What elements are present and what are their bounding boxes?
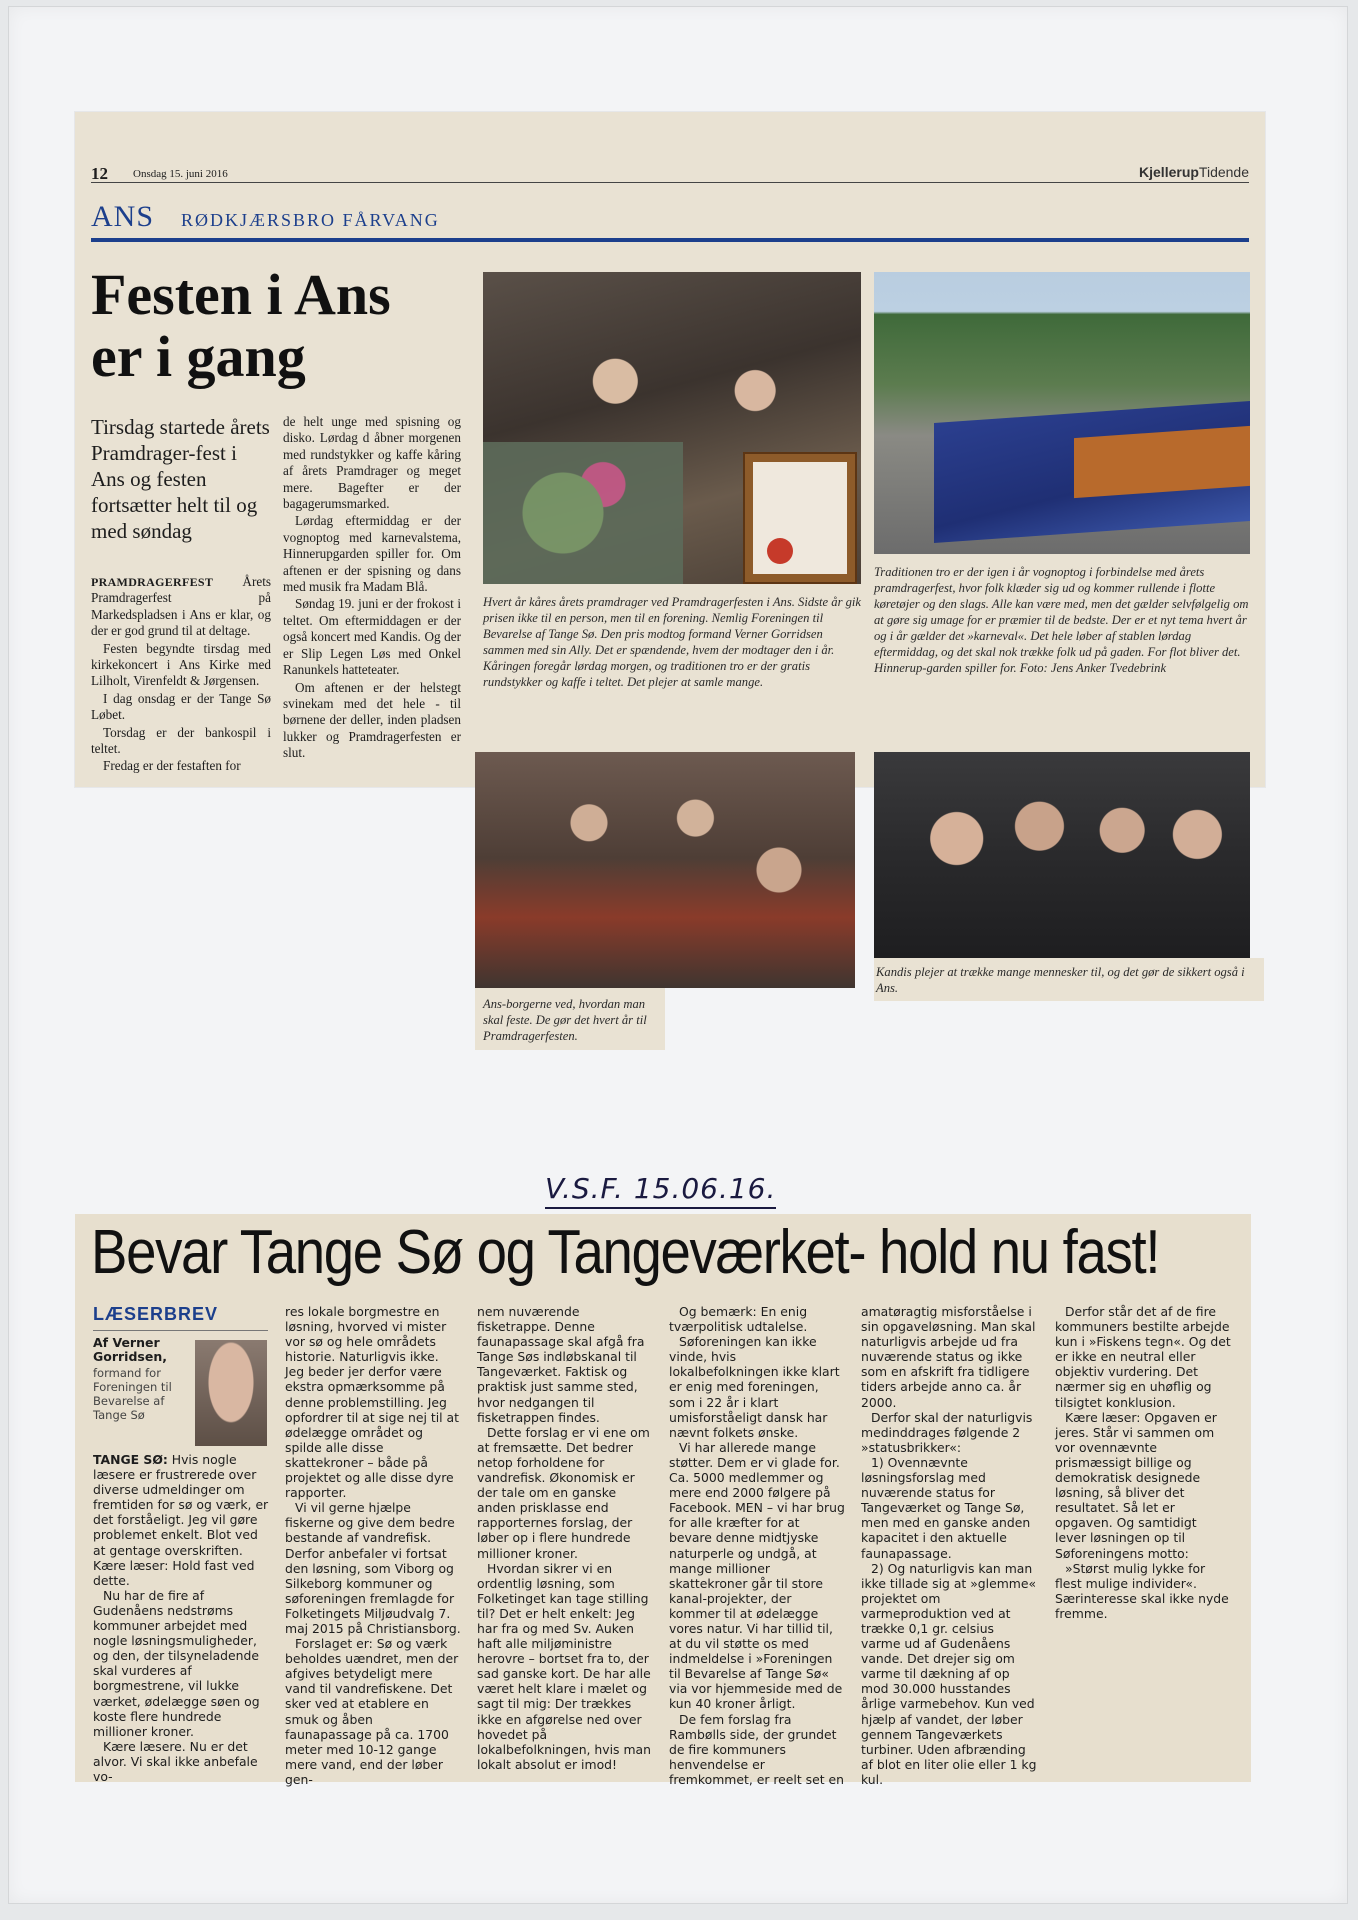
- paragraph: Derfor står det af de fire kommuners bestilte arbejde kun i »Fiskens tegn«. Og det er ikke en neutral eller objektiv vurdering. Det nærmer sig en uhøflig og tilsigtet konklusion.: [1055, 1304, 1231, 1410]
- page-number: 12: [91, 164, 108, 183]
- paragraph: Vi vil gerne hjælpe fiskerne og give dem bedre bestande af vandrefisk. Derfor anbefaler vi fortsat den løsning, som Viborg og Silkeborg kommuner og søforeningen fremlagde for Folketingets Miljøudvalg 7. maj 2015 på Christiansborg.: [285, 1500, 461, 1636]
- paragraph: »Størst mulig lykke for flest mulige individer«. Særinteresse skal ikke nyde fremme.: [1055, 1560, 1229, 1621]
- paragraph: Vi har allerede mange støtter. Dem er vi glade for. Ca. 5000 medlemmer og mere end 2000 følgere på Facebook. MEN – vi har brug for alle kræfter for at bevare denne midtjyske naturperle og undgå, at mange millioner skattekroner går til store kanal-projekter, der kommer til at ødelægge vores natur. Vi har tillid til, at du vil støtte os med indmeldelse i »Foreningen til Bevarelse af Tange Sø« via vor hjemmeside med de kun 40 kroner årligt.: [669, 1439, 845, 1712]
- article-column-2: [283, 414, 461, 763]
- award-plaque: [743, 452, 857, 584]
- paragraph: Hvordan sikrer vi en ordentlig løsning, som Folketinget kan tage stilling til? Det er helt enkelt: Jeg har fra og med Sv. Auken haft alle miljøministre herovre – bortset fra to, der sad ganske kort. De har alle været helt klare i mælet og sagt til mig: Der trækkes ikke en afgørelse ned over hovedet på lokalbefolkningen, hvis man lokalt absolut er imod!: [477, 1560, 651, 1772]
- photo-pramdrager-award: [483, 272, 861, 584]
- letter-column-2: [285, 1304, 461, 1787]
- headline-line-2: er i gang: [91, 324, 306, 389]
- paragraph: Søforeningen kan ikke vinde, hvis lokalbefolkningen ikke klart er enig med foreningen, som i 22 år i klart umisforståeligt dansk har nævnt folkets ønske.: [669, 1334, 840, 1440]
- newspaper-clipping-laeserbrev: [75, 1214, 1251, 1787]
- paragraph: Årets Pramdragerfest på Markedspladsen i Ans er klar, og der er god grund til at deltage.: [91, 574, 271, 639]
- paragraph: Torsdag er der bankospil i teltet.: [91, 724, 271, 757]
- paragraph: Derfor skal der naturligvis medinddrages følgende 2 »statusbrikker«:: [861, 1409, 1033, 1455]
- letter-kicker: TANGE SØ:: [93, 1452, 168, 1467]
- issue-date: Onsdag 15. juni 2016: [133, 168, 228, 180]
- author-name: Af Verner Gorridsen,: [93, 1335, 167, 1364]
- paragraph: Om aftenen er der helstegt svinekam med det hele - til børnene der deller, inden pladsen lukker og Pramdragerfesten er slut.: [283, 679, 461, 761]
- article-column-1: [91, 574, 271, 776]
- section-subtitle: RØDKJÆRSBRO FÅRVANG: [181, 210, 440, 230]
- photo-caption-3: Ans-borgerne ved, hvordan man skal feste. De gør det hvert år til Pramdragerfesten.: [483, 997, 647, 1043]
- paragraph: Festen begyndte tirsdag med kirkekoncert i Ans Kirke med Lilholt, Virenfeldt & Jørgensen.: [91, 640, 271, 689]
- article-deck: Tirsdag startede årets Pramdrager-fest i Ans og festen fortsætter helt til og med søndag: [91, 415, 270, 543]
- paragraph: Kære læser: Opgaven er jeres. Står vi sammen om vor ovennævnte prismæssigt billige og demokratisk designede løsning, så bliver det resultatet. Så let er opgaven. Og samtidigt lever løsningen op til Søforeningens motto:: [1055, 1409, 1217, 1561]
- paragraph: Dette forslag er vi ene om at fremsætte. Det bedrer netop forholdene for vandrefisk. Økonomisk er der tale om en ganske anden prisklasse end rapporternes forslag, der løber op i flere hundrede millioner kroner.: [477, 1424, 650, 1561]
- paragraph: Søndag 19. juni er der frokost i teltet. Om eftermiddagen er der også koncert med Kandis. Og der er Slip Legen Løs med Onkel Ranunkels hatteteater.: [283, 596, 461, 678]
- letter-column-4: [669, 1304, 845, 1787]
- newspaper-brand: [1139, 164, 1249, 180]
- brand-bold: Kjellerup: [1139, 164, 1199, 180]
- photo-caption-4: Kandis plejer at trække mange mennesker til, og det gør de sikkert også i Ans.: [876, 965, 1245, 995]
- paragraph: de helt unge med spisning og disko. Lørdag d åbner morgenen med rundstykker og kaffe kåring af årets Pramdrager og meget mere. Bagefter er der bagagerumsmarked.: [283, 414, 461, 512]
- photo-caption-1: Hvert år kåres årets pramdrager ved Pramdragerfesten i Ans. Sidste år gik prisen ikke til en person, men til en forening. Nemlig Foreningen til Bevarelse af Tange Sø. Den pris modtog formand Verner Gorridsen sammen med sin Ally. Det er spændende, hvem der modtager den i år. Kåringen foregår lørdag morgen, og traditionen tro er der gratis rundstykker og kaffe i teltet. Det plejer at samle mange.: [483, 595, 862, 689]
- letter-column-6: [1055, 1304, 1231, 1621]
- paragraph: nem nuværende fisketrappe. Denne faunapassage skal afgå fra Tange Søs indløbskanal til Tangeværket. Faktisk og praktisk just samme sted, hvor nedgangen til fisketrappen findes.: [477, 1304, 645, 1425]
- paragraph: I dag onsdag er der Tange Sø Løbet.: [91, 690, 271, 723]
- photo-parade-float: [874, 272, 1250, 554]
- photo-festival-crowd: [475, 752, 855, 988]
- headline-line-1: Festen i Ans: [91, 262, 391, 327]
- flowers-bouquet: [483, 442, 683, 584]
- section-label: LÆSERBREV: [93, 1304, 219, 1324]
- paragraph: Nu har de fire af Gudenåens nedstrøms kommuner arbejdet med nogle løsningsmuligheder, og den, der tilsyneladende skal vurderes af borgmestrene, vil lukke værket, ødelægge søen og koste flere hundrede millioner kroner.: [93, 1587, 260, 1739]
- article-headline: [91, 264, 431, 388]
- section-name: ANS: [91, 200, 155, 233]
- paragraph: De fem forslag fra Rambølls side, der grundet de fire kommuners henvendelse er fremkommet, er reelt set en: [669, 1711, 845, 1787]
- article-kicker: PRAMDRAGERFEST: [91, 575, 214, 589]
- author-photo: [195, 1340, 267, 1446]
- paragraph: Forslaget er: Sø og værk beholdes uændret, men der afgives betydeligt mere vand til vandrefiskene. Det sker ved at etablere en smuk og åben faunapassage på ca. 1700 meter med 10-12 gange mere vand, end der løber gen-: [285, 1636, 459, 1787]
- header-rule: [91, 182, 1249, 183]
- handwritten-date-note: V.S.F. 15.06.16.: [545, 1172, 776, 1209]
- photo-caption-2: Traditionen tro er der igen i år vognoptog i forbindelse med årets pramdragerfest, hvor folk klæder sig ud og kommer rullende i flotte køretøjer og den slags. Alle kan være med, men det gælder selvfølgelig om at gøre sig umage for er præmier til de bedste. Der er et nyt tema hvert år og i år gælder det »karneval«. Det hele løber af stablen lørdag eftermiddag, og det skal nok trække folk ud på gaden. For flot bliver det. Hinnerup-garden spiller for. Foto: Jens Anker Tvedebrink: [874, 565, 1249, 675]
- paragraph: Fredag er der festaften for: [103, 758, 241, 774]
- parade-boat: [1074, 426, 1250, 498]
- letter-column-1: [93, 1452, 269, 1784]
- letter-title: Bevar Tange Sø og Tangeværket- hold nu fast!: [91, 1218, 1160, 1287]
- paragraph: 1) Ovennævnte løsningsforslag med nuværende status for Tangeværket og Tange Sø, men med en ganske anden kapacitet i den aktuelle faunapassage.: [861, 1454, 1031, 1561]
- section-rule: [91, 238, 1249, 242]
- paragraph: amatøragtig misforståelse i sin opgaveløsning. Man skal naturligvis arbejde ud fra nuværende status og ikke som en afskrift fra tidligere tiders arbejde anno ca. år 2000.: [861, 1304, 1036, 1410]
- newspaper-clipping-festen: [75, 112, 1265, 1043]
- label-rule: [93, 1330, 268, 1331]
- paragraph: res lokale borgmestre en løsning, hvorved vi mister vor sø og hele områdets historie. Naturligvis ikke. Jeg beder jer derfor være ekstra opmærksomme på denne problemstilling. Jeg opfordrer til at sige nej til at ødelægge området og spilde alle disse skattekroner – både på projektet og alle disse dyre rapporter.: [285, 1304, 459, 1501]
- paragraph: Lørdag eftermiddag er der vognoptog med karnevalstema, Hinnerupgarden spiller for. Om aftenen er der spisning og dans med musik fra Madam Blå.: [283, 513, 461, 595]
- paragraph: Og bemærk: En enig tværpolitisk udtalelse.: [669, 1304, 808, 1335]
- brand-rest: Tidende: [1198, 164, 1249, 180]
- paragraph: Hvis nogle læsere er frustrerede over diverse udmeldinger om fremtiden for sø og værk, er det forståeligt. Jeg vil gøre problemet enkelt. Blot ved at gentage overskriften. Kære læser: Hold fast ved dette.: [93, 1452, 269, 1588]
- author-role: formand for Foreningen til Bevarelse af Tange Sø: [93, 1366, 172, 1422]
- paragraph: 2) Og naturligvis kan man ikke tillade sig at »glemme« projektet om varmeproduktion ved at trække 0,1 gr. celsius varme ud af Gudenåens vande. Det drejer sig om varme til dækning af op mod 30.000 husstandes årlige varmebehov. Kun ved hjælp af vandet, der løber gennem Tangeværkets turbiner. Uden afbrænding af blot en liter olie eller 1 kg kul.: [861, 1560, 1037, 1787]
- letter-column-3: [477, 1304, 653, 1772]
- paragraph: Kære læsere. Nu er det alvor. Vi skal ikke anbefale vo-: [93, 1738, 258, 1784]
- letter-column-5: [861, 1304, 1037, 1787]
- author-byline: [93, 1336, 193, 1422]
- photo-kandis-band: [874, 752, 1250, 958]
